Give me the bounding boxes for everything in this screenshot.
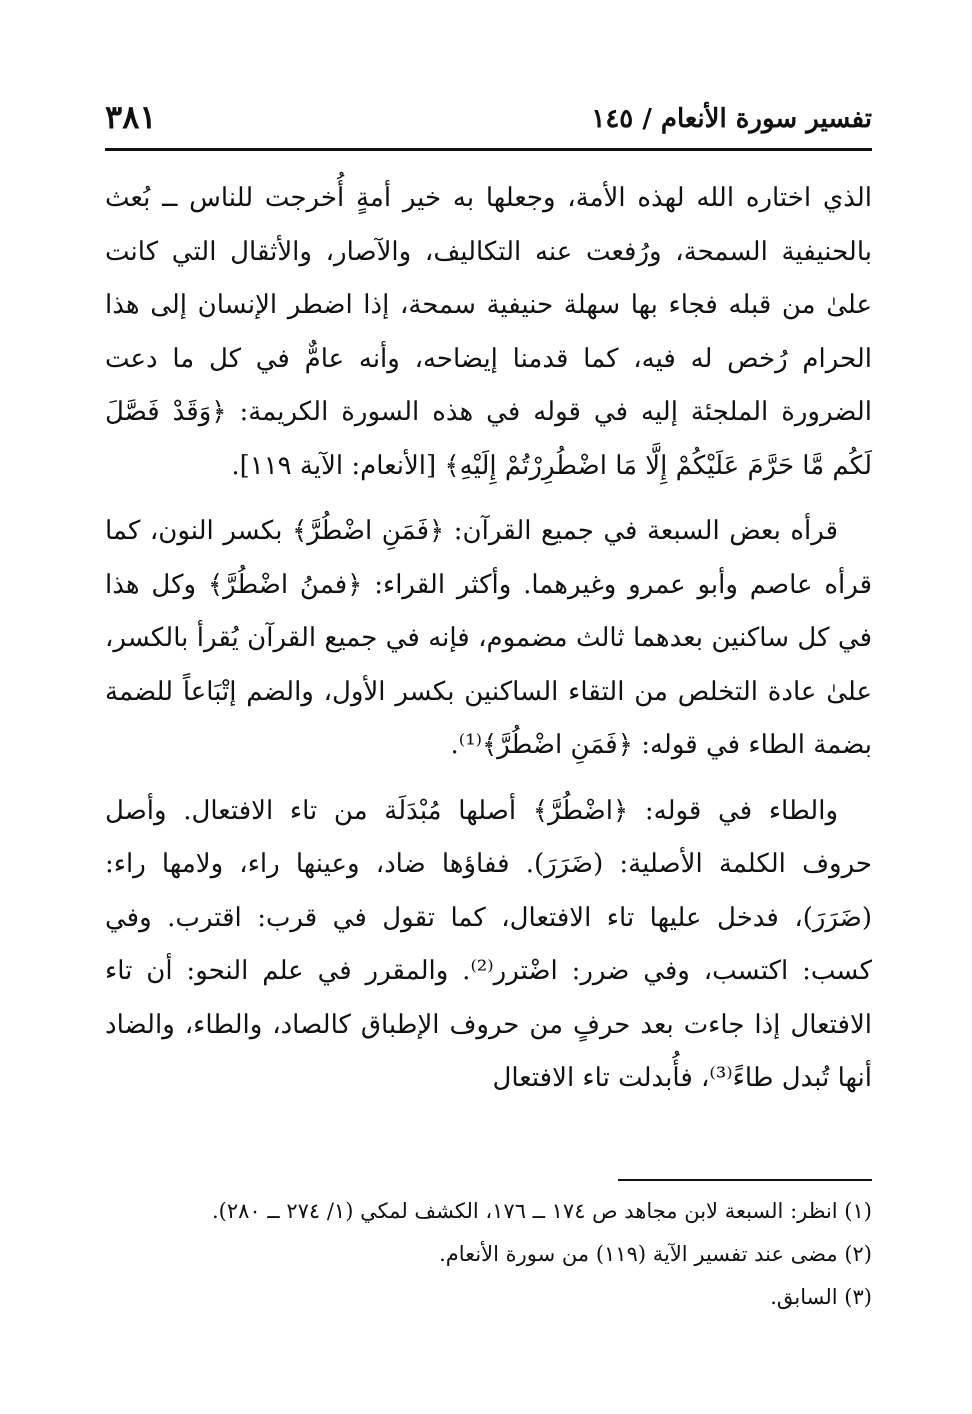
main-text [105, 172, 872, 1106]
footnotes [105, 1190, 872, 1319]
paragraph-1: الذي اختاره الله لهذه الأمة، وجعلها به خير أمةٍ أُخرجت للناس ــ بُعث بالحنيفية السمحة، ورُفعت عنه التكاليف، والآصار، والأثقال التي كانت علىٰ من قبله فجاء بها سهلة حنيفية سمحة، إذا اضطر الإنسان إلى هذا الحرام رُخص له فيه، كما قدمنا إيضاحه، وأنه عامٌّ في كل ما دعت الضرورة الملجئة إليه في قوله في هذه السورة الكريمة: ﴿وَقَدْ فَصَّلَ لَكُم مَّا حَرَّمَ عَلَيْكُمْ إِلَّا مَا اضْطُرِرْتُمْ إِلَيْهِ﴾ [الأنعام: الآية ١١٩]. [105, 183, 872, 481]
page-header [105, 96, 872, 151]
footnote-1: (١) انظر: السبعة لابن مجاهد ص ١٧٤ ــ ١٧٦، الكشف لمكي (١/ ٢٧٤ ــ ٢٨٠). [211, 1199, 872, 1223]
footnote-2: (٢) مضى عند تفسير الآية (١١٩) من سورة الأنعام. [439, 1242, 872, 1266]
paragraph-2: قرأه بعض السبعة في جميع القرآن: ﴿فَمَنِ اضْطُرَّ﴾ بكسر النون، كما قرأه عاصم وأبو عمرو وغيرهما. وأكثر القراء: ﴿فمنُ اضْطُرَّ﴾ وكل هذا في كل ساكنين بعدهما ثالث مضموم، فإنه في جميع القرآن يُقرأ بالكسر، علىٰ عادة التخلص من التقاء الساكنين بكسر الأول، والضم إتْبَاعاً للضمة بضمة الطاء في قوله: ﴿فَمَنِ اضْطُرَّ﴾⁽¹⁾. [105, 516, 872, 760]
footnote-separator [618, 1179, 872, 1181]
footnote-3: (٣) السابق. [770, 1285, 872, 1309]
page-number: ٣٨١ [105, 98, 157, 136]
running-title: تفسير سورة الأنعام / ١٤٥ [591, 104, 872, 134]
paragraph-3: والطاء في قوله: ﴿اضْطُرَّ﴾ أصلها مُبْدَلَة من تاء الافتعال. وأصل حروف الكلمة الأصلية: (ضَرَرَ). ففاؤها ضاد، وعينها راء، ولامها راء: (ضَرَرَ)، فدخل عليها تاء الافتعال، كما تقول في قرب: اقترب. وفي كسب: اكتسب، وفي ضرر: اضْترر⁽²⁾. والمقرر في علم النحو: أن تاء الافتعال إذا جاءت بعد حرفٍ من حروف الإطباق كالصاد، والطاء، والضاد أنها تُبدل طاءً⁽³⁾، فأُبدلت تاء الافتعال [105, 795, 873, 1093]
